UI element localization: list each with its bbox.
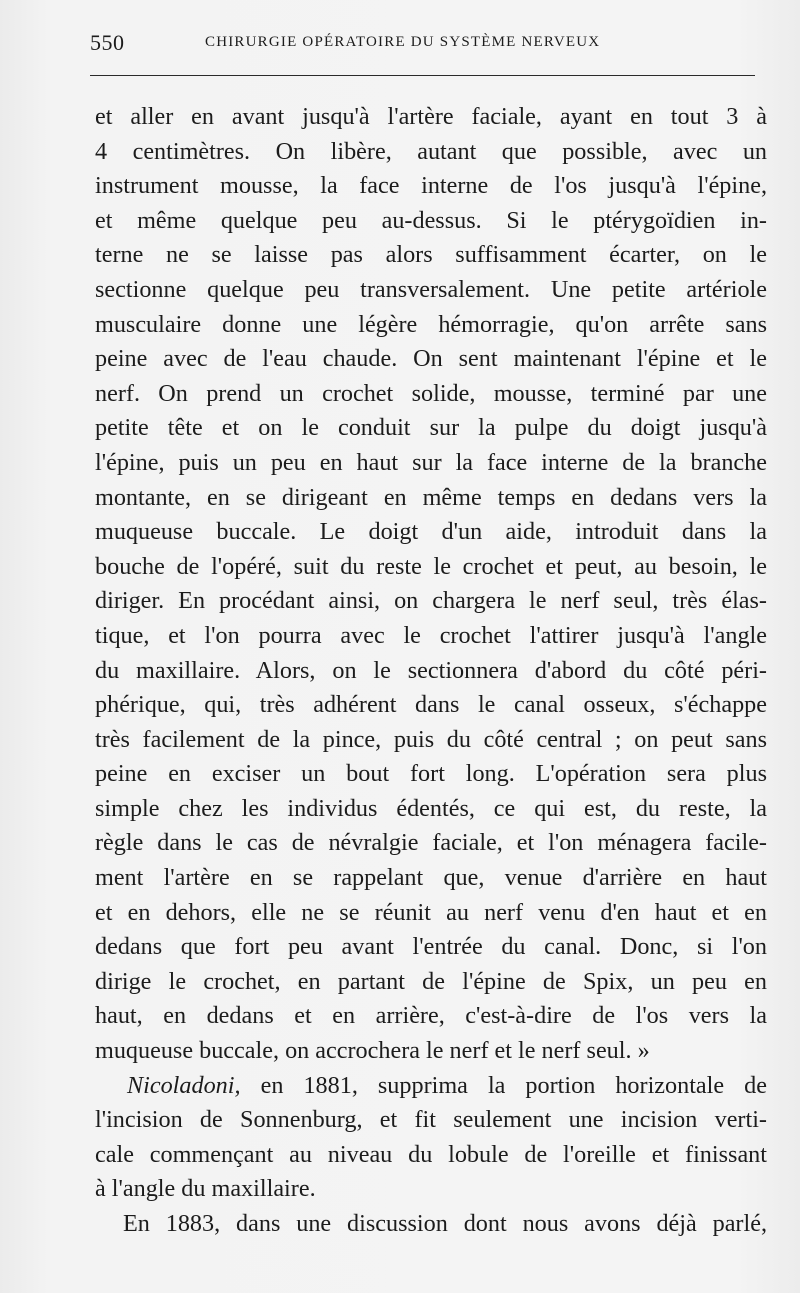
paragraph-first-line [95, 1069, 767, 1104]
page-number: 550 [90, 30, 125, 55]
text-line: cale commençant au niveau du lobule de l'oreille et finissant [95, 1140, 767, 1168]
running-head: CHIRURGIE OPÉRATOIRE DU SYSTÈME NERVEUX [205, 34, 601, 50]
text-line: diriger. En procédant ainsi, on chargera le nerf seul, très élas- [95, 587, 767, 615]
text-line: l'épine, puis un peu en haut sur la face interne de la branche [95, 448, 767, 476]
text-line: musculaire donne une légère hémorragie, qu'on arrête sans [95, 310, 767, 338]
text-line: ment l'artère en se rappelant que, venue d'arrière en haut [95, 864, 767, 892]
text-line: et aller en avant jusqu'à l'artère faciale, ayant en tout 3 à [95, 103, 767, 130]
text-line: sectionne quelque peu transversalement. Une petite artériole [95, 275, 767, 303]
text-line: peine avec de l'eau chaude. On sent maintenant l'épine et le [95, 345, 767, 373]
text-line: montante, en se dirigeant en même temps en dedans vers la [95, 483, 767, 511]
text-line: tique, et l'on pourra avec le crochet l'attirer jusqu'à l'angle [95, 621, 767, 649]
text-line: règle dans le cas de névralgie faciale, et l'on ménagera facile- [95, 829, 767, 857]
text-line: l'incision de Sonnenburg, et fit seulement une incision verti- [95, 1106, 767, 1134]
text-line: haut, en dedans et en arrière, c'est-à-dire de l'os vers la [95, 1002, 767, 1030]
text-line: et même quelque peu au-dessus. Si le ptérygoïdien in- [95, 206, 767, 234]
text-line: peine en exciser un bout fort long. L'opération sera plus [95, 760, 767, 788]
text-line: muqueuse buccale, on accrochera le nerf et le nerf seul. » [95, 1037, 650, 1065]
text-line: phérique, qui, très adhérent dans le canal osseux, s'échappe [95, 691, 767, 719]
text-line: dirige le crochet, en partant de l'épine de Spix, un peu en [95, 967, 767, 995]
paragraph-first-line: En 1883, dans une discussion dont nous avons déjà parlé, [123, 1210, 767, 1237]
text-line: 4 centimètres. On libère, autant que possible, avec un [95, 137, 767, 165]
text-line: simple chez les individus édentés, ce qui est, du reste, la [95, 794, 767, 822]
header-rule [90, 75, 755, 76]
text-line: dedans que fort peu avant l'entrée du canal. Donc, si l'on [95, 933, 767, 961]
page-header [90, 30, 770, 60]
text-line: nerf. On prend un crochet solide, mousse, terminé par une [95, 379, 767, 407]
text-line: instrument mousse, la face interne de l'os jusqu'à l'épine, [95, 172, 767, 200]
text-fragment: en 1881, supprima la portion horizontale de [240, 1071, 767, 1099]
text-line: muqueuse buccale. Le doigt d'un aide, introduit dans la [95, 518, 767, 546]
text-line: très facilement de la pince, puis du côté central ; on peut sans [95, 725, 767, 753]
author-name: Nicoladoni, [127, 1071, 241, 1099]
text-line: terne ne se laisse pas alors suffisamment écarter, on le [95, 241, 767, 269]
text-line: bouche de l'opéré, suit du reste le crochet et peut, au besoin, le [95, 552, 767, 580]
body-text [95, 100, 767, 1242]
text-line: petite tête et on le conduit sur la pulpe du doigt jusqu'à [95, 414, 767, 442]
text-line: du maxillaire. Alors, on le sectionnera d'abord du côté péri- [95, 656, 767, 684]
text-line: et en dehors, elle ne se réunit au nerf venu d'en haut et en [95, 898, 767, 926]
text-line: à l'angle du maxillaire. [95, 1175, 316, 1203]
